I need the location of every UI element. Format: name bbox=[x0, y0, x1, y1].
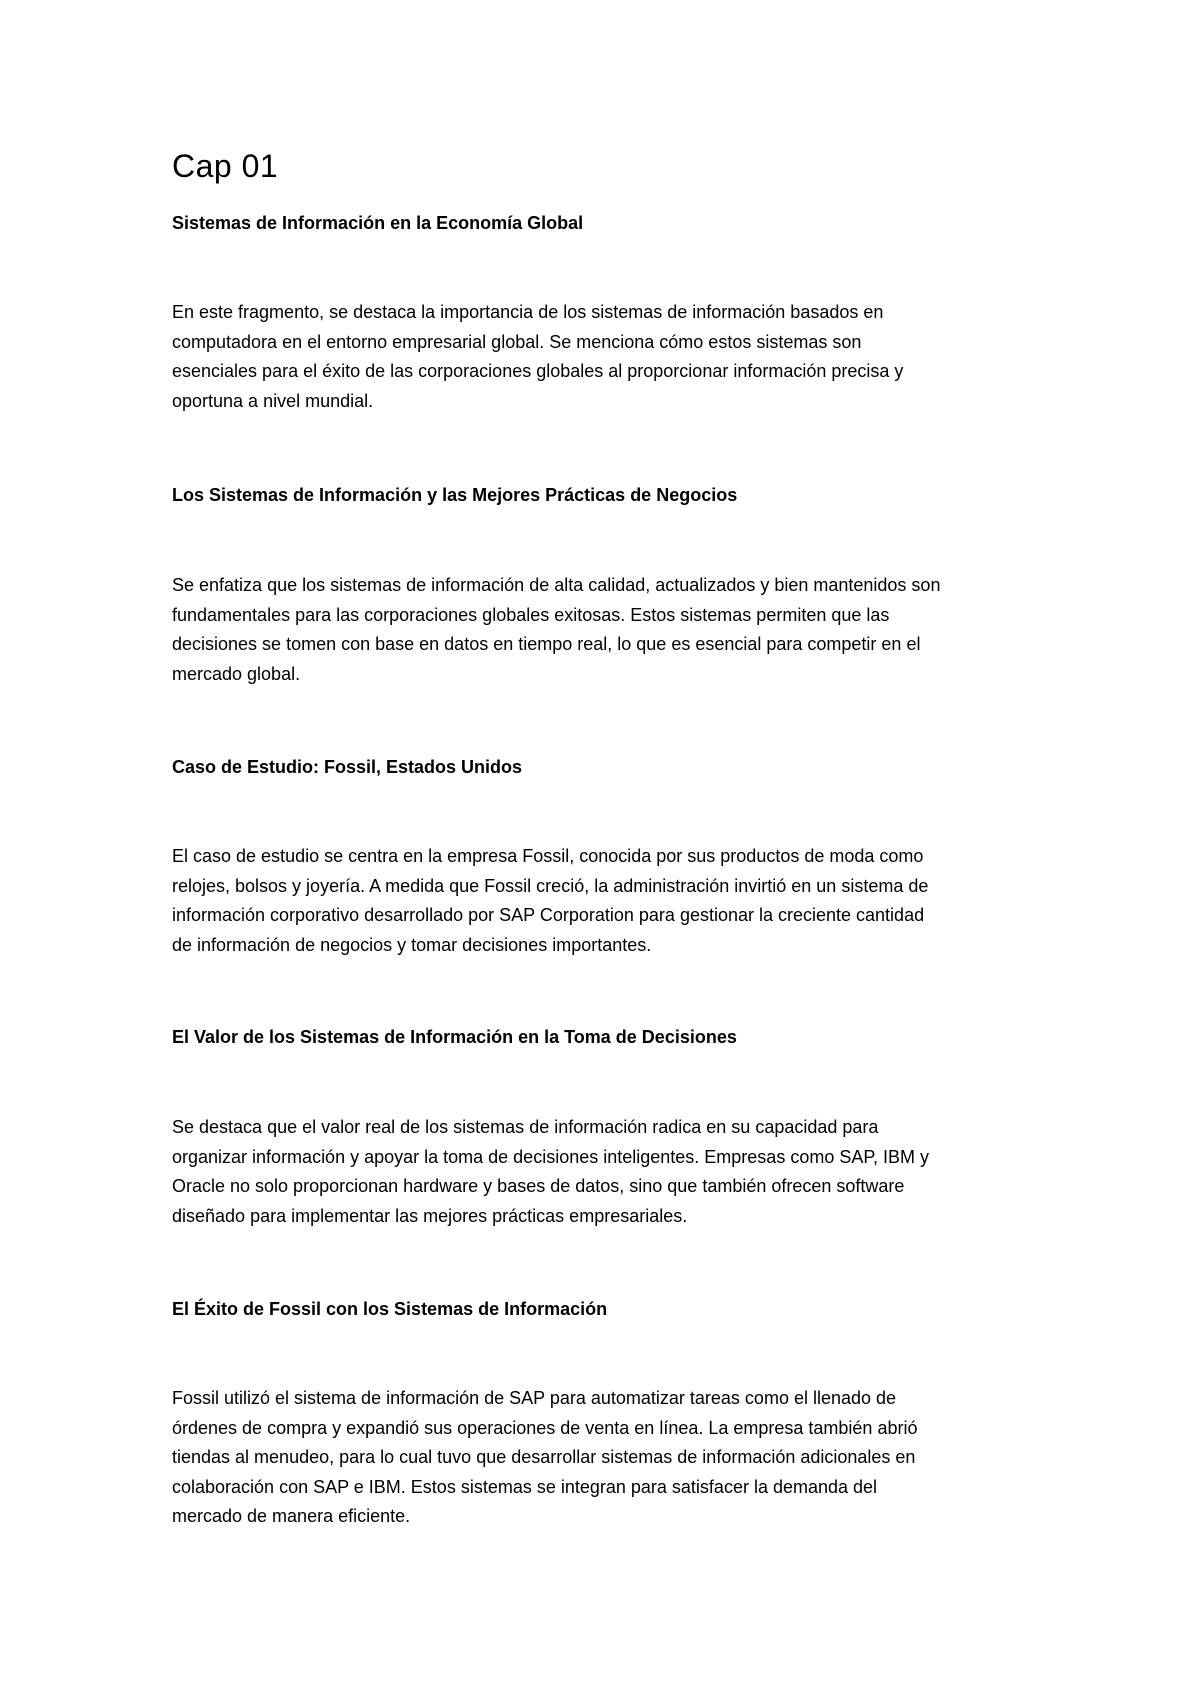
paragraph-line: Oracle no solo proporcionan hardware y bases de datos, sino que también ofrecen software bbox=[172, 1176, 905, 1196]
paragraph-line: diseñado para implementar las mejores prácticas empresariales. bbox=[172, 1205, 688, 1226]
paragraph-line: relojes, bolsos y joyería. A medida que Fossil creció, la administración invirtió en un sistema de bbox=[172, 875, 929, 896]
paragraph-line: órdenes de compra y expandió sus operaciones de venta en línea. La empresa también abrió bbox=[172, 1417, 918, 1438]
paragraph-line: fundamentales para las corporaciones globales exitosas. Estos sistemas permiten que las bbox=[172, 604, 890, 625]
paragraph-line: mercado global. bbox=[172, 663, 301, 684]
section-heading-economia-global: Sistemas de Información en la Economía Global bbox=[172, 213, 584, 233]
paragraph-line: esenciales para el éxito de las corporaciones globales al proporcionar información precisa y bbox=[172, 361, 904, 381]
section-heading-caso-fossil: Caso de Estudio: Fossil, Estados Unidos bbox=[172, 757, 523, 777]
paragraph-line: colaboración con SAP e IBM. Estos sistemas se integran para satisfacer la demanda del bbox=[172, 1476, 878, 1497]
paragraph-line: tiendas al menudeo, para lo cual tuvo que desarrollar sistemas de información adicionales en bbox=[172, 1447, 916, 1467]
paragraph-line: información corporativo desarrollado por SAP Corporation para gestionar la creciente cantidad bbox=[172, 905, 925, 925]
section-paragraph-toma-decisiones bbox=[172, 1113, 1052, 1231]
paragraph-line: Se enfatiza que los sistemas de información de alta calidad, actualizados y bien mantenidos son bbox=[172, 575, 941, 595]
section-heading-exito-fossil: El Éxito de Fossil con los Sistemas de Información bbox=[172, 1299, 608, 1319]
section-heading-mejores-practicas: Los Sistemas de Información y las Mejores Prácticas de Negocios bbox=[172, 485, 738, 505]
section-heading-toma-decisiones: El Valor de los Sistemas de Información en la Toma de Decisiones bbox=[172, 1027, 737, 1047]
document-title: Cap 01 bbox=[172, 148, 279, 184]
paragraph-line: Se destaca que el valor real de los sistemas de información radica en su capacidad para bbox=[172, 1117, 879, 1137]
section-paragraph-exito-fossil bbox=[172, 1384, 1052, 1532]
paragraph-line: mercado de manera eficiente. bbox=[172, 1506, 411, 1526]
paragraph-line: Fossil utilizó el sistema de información de SAP para automatizar tareas como el llenado de bbox=[172, 1388, 897, 1408]
paragraph-line: El caso de estudio se centra en la empresa Fossil, conocida por sus productos de moda como bbox=[172, 846, 924, 866]
section-paragraph-mejores-practicas bbox=[172, 571, 1052, 689]
section-paragraph-caso-fossil bbox=[172, 842, 1052, 960]
paragraph-line: de información de negocios y tomar decisiones importantes. bbox=[172, 934, 652, 955]
paragraph-line: organizar información y apoyar la toma de decisiones inteligentes. Empresas como SAP, IBM y bbox=[172, 1146, 930, 1167]
paragraph-line: En este fragmento, se destaca la importancia de los sistemas de información basados en bbox=[172, 302, 884, 322]
paragraph-line: computadora en el entorno empresarial global. Se menciona cómo estos sistemas son bbox=[172, 331, 862, 352]
paragraph-line: decisiones se tomen con base en datos en tiempo real, lo que es esencial para competir en el bbox=[172, 634, 921, 654]
section-paragraph-economia-global bbox=[172, 298, 1052, 416]
paragraph-line: oportuna a nivel mundial. bbox=[172, 390, 374, 411]
